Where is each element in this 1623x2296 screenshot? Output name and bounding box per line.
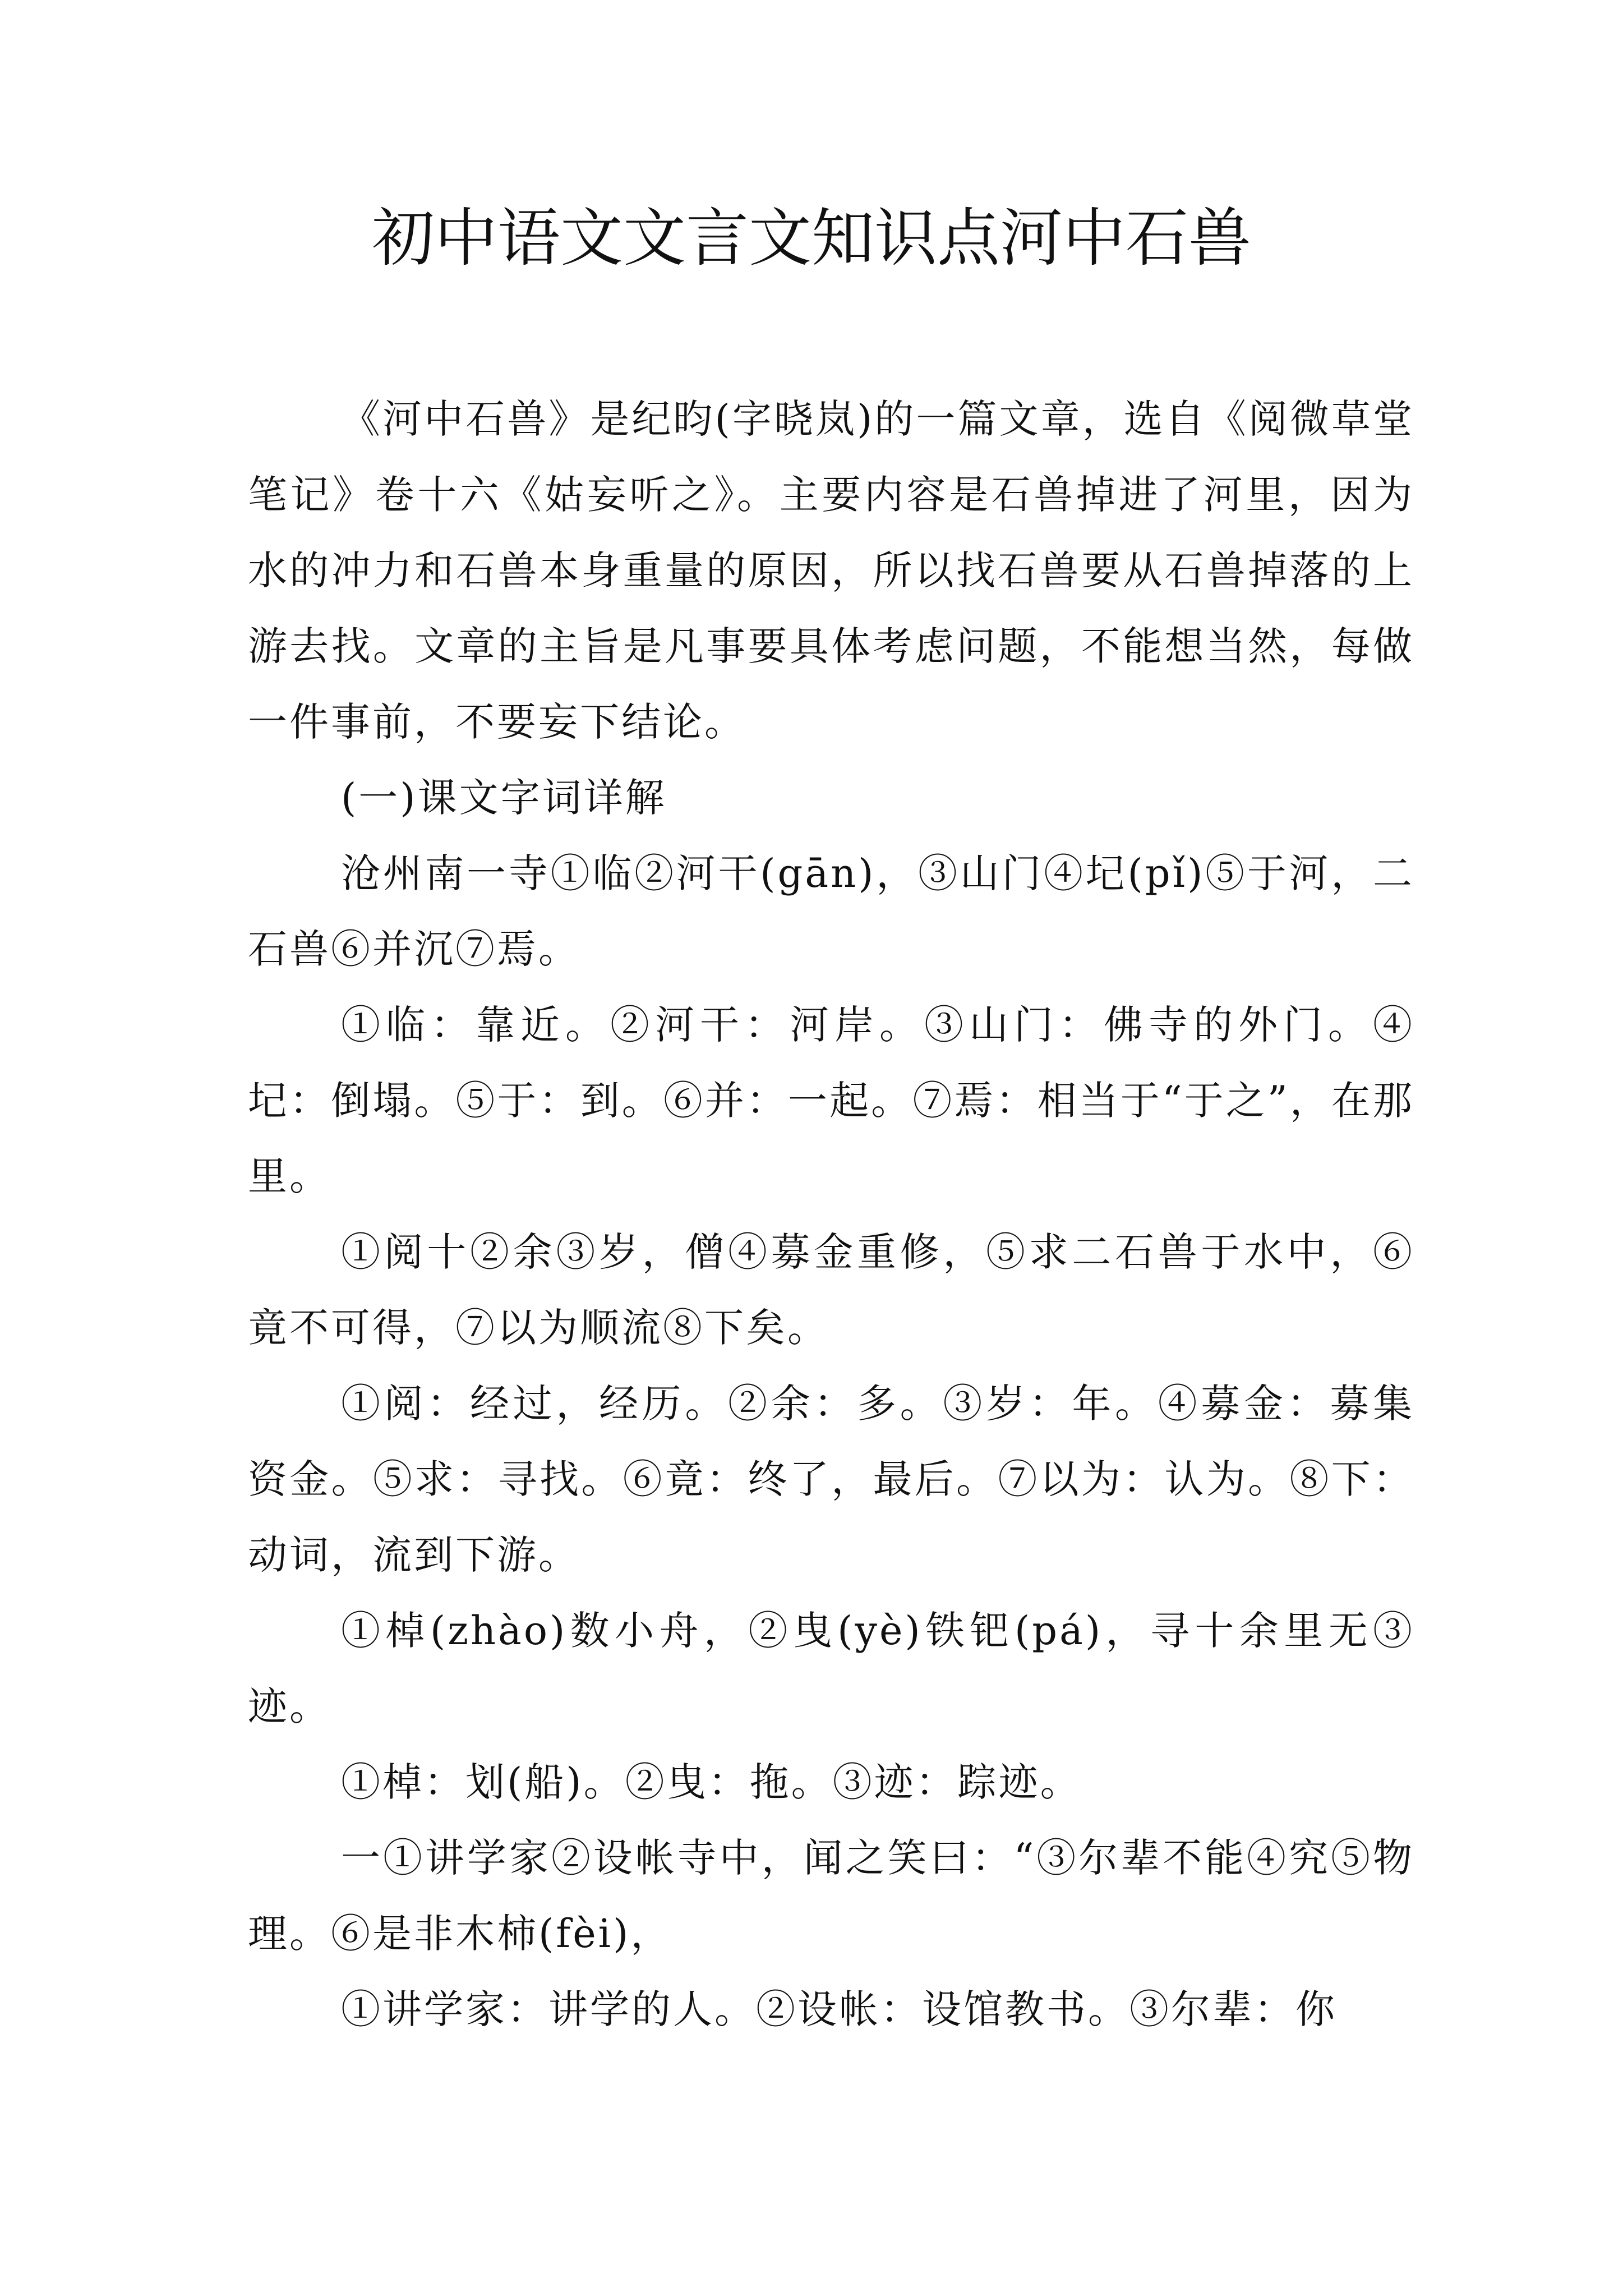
text-paragraph: ①阅十②余③岁，僧④募金重修，⑤求二石兽于水中，⑥竟不可得，⑦以为顺流⑧下矣。 bbox=[248, 1229, 1414, 1351]
annotation-paragraph: ①临：靠近。②河干：河岸。③山门：佛寺的外门。④圮：倒塌。⑤于：到。⑥并：一起。⑦焉：相当于“于之”，在那里。 bbox=[248, 1002, 1414, 1199]
text-paragraph: 一①讲学家②设帐寺中，闻之笑曰：“③尔辈不能④究⑤物理。⑥是非木柿(fèi)， bbox=[248, 1835, 1414, 1957]
annotation-paragraph: ①讲学家：讲学的人。②设帐：设馆教书。③尔辈：你 bbox=[341, 1986, 1337, 2032]
document-title: 初中语文文言文知识点河中石兽 bbox=[372, 202, 1251, 275]
intro-paragraph: 《河中石兽》是纪昀(字晓岚)的一篇文章，选自《阅微草堂笔记》卷十六《姑妄听之》。主要内容是石兽掉进了河里，因为水的冲力和石兽本身重量的原因，所以找石兽要从石兽掉落的上游去找。文章的主旨是凡事要具体考虑问题，不能想当然，每做一件事前，不要妄下结论。 bbox=[248, 396, 1414, 745]
text-paragraph: ①棹(zhào)数小舟，②曳(yè)铁钯(pá)，寻十余里无③迹。 bbox=[248, 1608, 1414, 1729]
annotation-paragraph: ①棹：划(船)。②曳：拖。③迹：踪迹。 bbox=[341, 1759, 1082, 1805]
text-paragraph: 沧州南一寺①临②河干(gān)，③山门④圮(pǐ)⑤于河，二石兽⑥并沉⑦焉。 bbox=[248, 850, 1414, 972]
section-heading: (一)课文字词详解 bbox=[341, 775, 667, 821]
annotation-paragraph: ①阅：经过，经历。②余：多。③岁：年。④募金：募集资金。⑤求：寻找。⑥竟：终了，最后。⑦以为：认为。⑧下：动词，流到下游。 bbox=[248, 1381, 1414, 1578]
document-body bbox=[248, 381, 1414, 2047]
